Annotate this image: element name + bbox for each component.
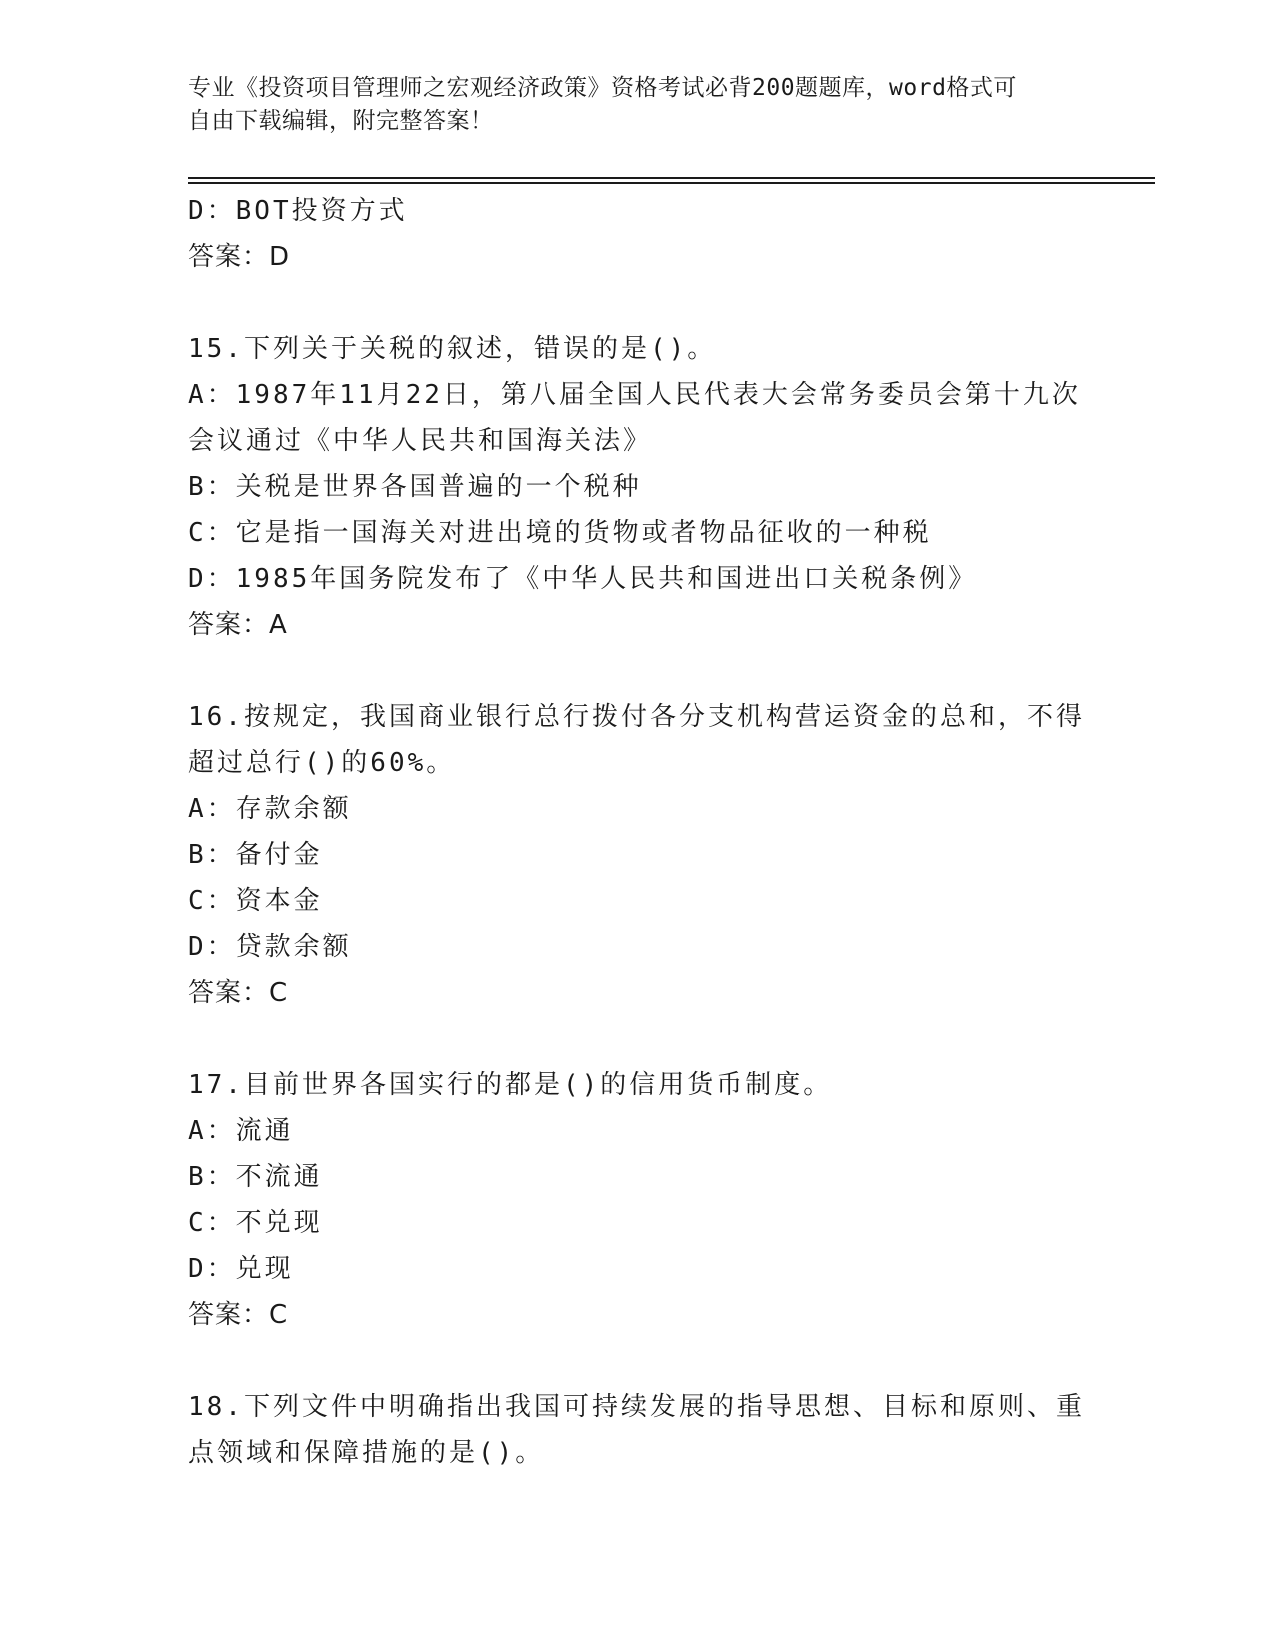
question-16 (188, 694, 1088, 1016)
option-d: D：1985年国务院发布了《中华人民共和国进出口关税条例》 (188, 564, 978, 594)
option-b: B：不流通 (188, 1162, 323, 1192)
option-d: D：兑现 (188, 1254, 294, 1284)
option-c: C：它是指一国海关对进出境的货物或者物品征收的一种税 (188, 518, 932, 548)
answer: 答案：D (188, 242, 291, 272)
question-14 (188, 188, 1088, 280)
option-a: A：存款余额 (188, 794, 352, 824)
document-body (188, 188, 1088, 1476)
answer: 答案：C (188, 978, 289, 1008)
question-stem-continued: 超过总行()的60%。 (188, 748, 456, 778)
question-18 (188, 1384, 1088, 1476)
spacer (188, 1016, 1088, 1062)
header-divider-bottom (188, 182, 1155, 184)
question-17 (188, 1062, 1088, 1338)
option-b: B：备付金 (188, 840, 323, 870)
option-c: C：不兑现 (188, 1208, 323, 1238)
option-b: B：关税是世界各国普遍的一个税种 (188, 472, 642, 502)
option-a-continued: 会议通过《中华人民共和国海关法》 (188, 426, 653, 456)
question-stem-continued: 点领域和保障措施的是()。 (188, 1438, 545, 1468)
question-stem: 15.下列关于关税的叙述，错误的是()。 (188, 334, 717, 364)
document-header (188, 72, 1088, 138)
spacer (188, 648, 1088, 694)
option-d: D：贷款余额 (188, 932, 352, 962)
spacer (188, 280, 1088, 326)
header-line-1: 专业《投资项目管理师之宏观经济政策》资格考试必背200题题库，word格式可 (188, 75, 1017, 101)
question-stem: 18.下列文件中明确指出我国可持续发展的指导思想、目标和原则、重 (188, 1392, 1085, 1422)
answer: 答案：C (188, 1300, 289, 1330)
question-stem: 16.按规定，我国商业银行总行拨付各分支机构营运资金的总和，不得 (188, 702, 1085, 732)
option-c: C：资本金 (188, 886, 323, 916)
answer: 答案：A (188, 610, 288, 640)
header-line-2: 自由下载编辑，附完整答案！ (188, 108, 494, 134)
option-a: A：流通 (188, 1116, 294, 1146)
option-a: A：1987年11月22日，第八届全国人民代表大会常务委员会第十九次 (188, 380, 1081, 410)
spacer (188, 1338, 1088, 1384)
question-stem: 17.目前世界各国实行的都是()的信用货币制度。 (188, 1070, 833, 1100)
option-d: D：BOT投资方式 (188, 196, 408, 226)
header-divider-top (188, 177, 1155, 179)
question-15 (188, 326, 1088, 648)
